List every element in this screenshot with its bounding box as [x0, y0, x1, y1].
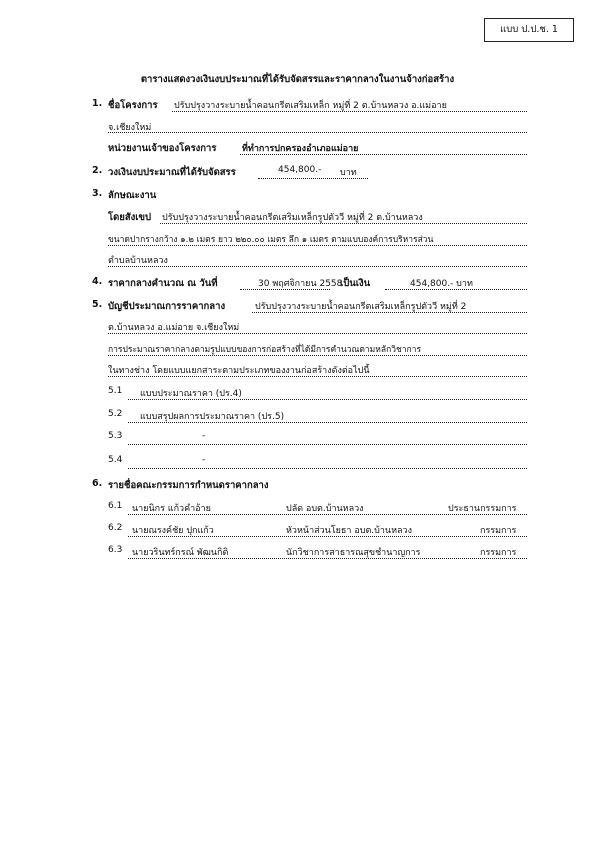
- section-5-number: 5.: [92, 299, 103, 310]
- committee-member-no: 6.3: [108, 545, 123, 555]
- summary-value: ปรับปรุงวางระบายน้ำคอนกรีตเสริมเหล็กรูปตัววี หมู่ที่ 2 ต.บ้านหลวง: [162, 213, 423, 223]
- estimate-item-fill-line: [128, 444, 527, 445]
- committee-member-name: นายวรินทร์กรณ์ พัฒนกิติ: [132, 548, 229, 558]
- summary-fill-line-3: [108, 266, 527, 267]
- estimate-item-text: แบบสรุปผลการประมาณราคา (ปร.5): [140, 412, 285, 422]
- page-title: ตารางแสดงวงเงินงบประมาณที่ได้รับจัดสรรและราคากลางในงานจ้างก่อสร้าง: [140, 74, 455, 85]
- budget-amount: 454,800.-: [278, 165, 322, 175]
- estimate-value-2: ต.บ้านหลวง อ.แม่อาย จ.เชียงใหม่: [108, 323, 240, 333]
- work-type-label: ลักษณะงาน: [108, 190, 157, 201]
- committee-member-position: ปลัด อบต.บ้านหลวง: [286, 504, 364, 514]
- committee-member-name: นายนิกร แก้วคำอ้าย: [132, 504, 211, 514]
- form-code: แบบ ป.ป.ช. 1: [500, 24, 558, 35]
- estimate-item-text: -: [202, 455, 206, 465]
- committee-label: รายชื่อคณะกรรมการกำหนดราคากลาง: [108, 480, 269, 491]
- budget-label: วงเงินงบประมาณที่ได้รับจัดสรร: [108, 167, 236, 178]
- estimate-item-no: 5.4: [108, 455, 123, 465]
- project-owner-label: หน่วยงานเจ้าของโครงการ: [108, 143, 217, 154]
- section-3-number: 3.: [92, 188, 103, 199]
- project-name-value: ปรับปรุงวางระบายน้ำคอนกรีตเสริมเหล็ก หมู่ที่ 2 ต.บ้านหลวง อ.แม่อาย: [174, 101, 447, 111]
- estimate-item-no: 5.2: [108, 409, 123, 419]
- median-date: 30 พฤศจิกายน 2558: [258, 279, 343, 289]
- section-1-number: 1.: [92, 98, 103, 109]
- committee-member-role: ประธานกรรมการ: [448, 504, 517, 514]
- committee-member-position: หัวหน้าส่วนโยธา อบต.บ้านหลวง: [286, 526, 412, 536]
- median-price-label: ราคากลางคำนวณ ณ วันที่: [108, 278, 218, 289]
- section-2-number: 2.: [92, 165, 103, 176]
- project-owner-value: ที่ทำการปกครองอำเภอแม่อาย: [242, 144, 359, 154]
- section-6-number: 6.: [92, 478, 103, 489]
- committee-member-role: กรรมการ: [480, 548, 517, 558]
- committee-member-no: 6.2: [108, 523, 123, 533]
- project-name-fill-line-2: [108, 132, 527, 133]
- estimate-list-label: บัญชีประมาณการราคากลาง: [108, 301, 226, 312]
- form-code-box: [484, 18, 574, 42]
- estimate-item-no: 5.1: [108, 386, 123, 396]
- estimate-value-1: ปรับปรุงวางระบายน้ำคอนกรีตเสริมเหล็กรูปตัววี หมู่ที่ 2: [255, 302, 467, 312]
- project-name-label: ชื่อโครงการ: [108, 100, 158, 111]
- estimate-item-fill-line: [128, 468, 527, 469]
- estimate-item-text: แบบประมาณราคา (ปร.4): [140, 389, 242, 399]
- estimate-item-no: 5.3: [108, 431, 123, 441]
- median-amount: 454,800.- บาท: [410, 279, 473, 289]
- summary-value-3: ตำบลบ้านหลวง: [108, 256, 168, 266]
- budget-unit: บาท: [340, 168, 357, 178]
- committee-member-no: 6.1: [108, 501, 123, 511]
- section-4-number: 4.: [92, 276, 103, 287]
- committee-member-role: กรรมการ: [480, 526, 517, 536]
- estimate-item-text: -: [202, 431, 206, 441]
- estimate-value-4: ในทางช่าง โดยแบบแยกสาระตามประเภทของงานก่อสร้างดังต่อไปนี้: [108, 366, 370, 376]
- summary-value-2: ขนาดปากรางกว้าง ๑.๒ เมตร ยาว ๒๒๐.๐๐ เมตร ลึก ๑ เมตร ตามแบบองค์การบริหารส่วน: [108, 235, 434, 245]
- summary-label: โดยสังเขป: [108, 212, 152, 223]
- estimate-value-3: การประมาณราคากลางตามรูปแบบของการก่อสร้างที่ได้มีการคำนวณตามหลักวิชาการ: [108, 345, 422, 355]
- committee-member-position: นักวิชาการสาธารณสุขชำนาญการ: [286, 548, 421, 558]
- median-amount-label: เป็นเงิน: [340, 278, 371, 289]
- committee-member-name: นายณรงค์ชัย ปุกแก้ว: [132, 526, 214, 536]
- project-name-value-2: จ.เชียงใหม่: [108, 123, 152, 133]
